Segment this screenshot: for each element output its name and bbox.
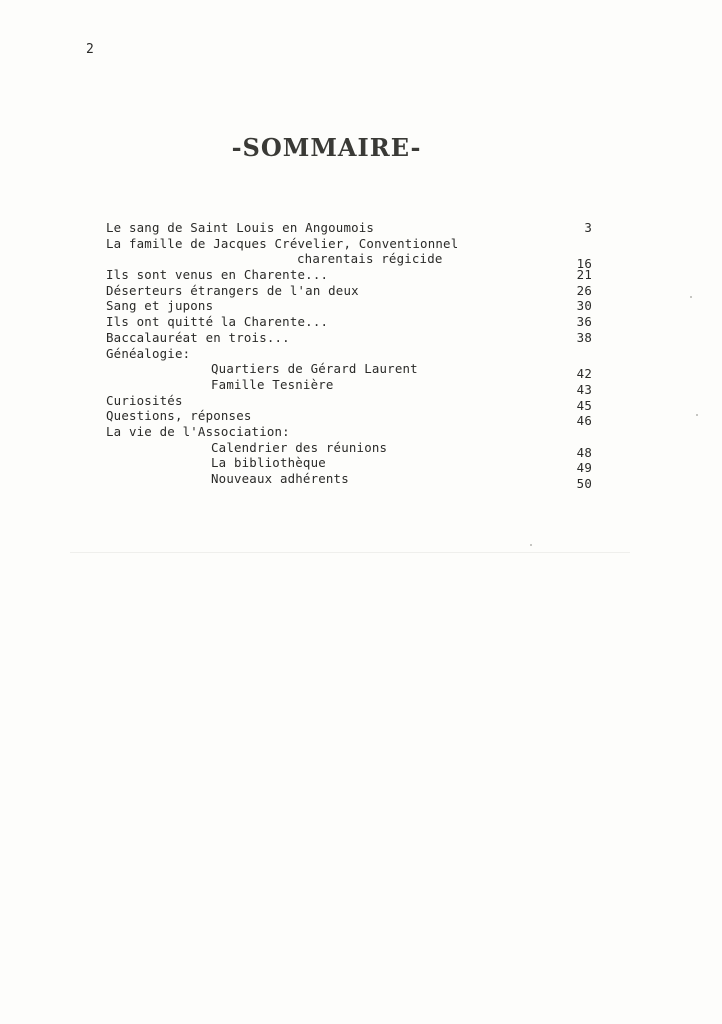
- toc-subentry: [106, 439, 596, 460]
- toc-entry-page: 36: [576, 314, 592, 330]
- toc-entry-title: Sang et jupons: [106, 298, 214, 314]
- toc-entry-title: Famille Tesnière: [211, 376, 334, 392]
- toc-entry: [106, 220, 596, 236]
- toc-entry-page: 45: [576, 397, 592, 413]
- toc-entry-title: Questions, réponses: [106, 408, 252, 424]
- toc-subentry: [106, 471, 596, 491]
- toc-entry-title: Ils ont quitté la Charente...: [106, 314, 329, 330]
- toc-subentry: [106, 376, 596, 397]
- toc-entry-page: 3: [584, 220, 592, 235]
- toc-entry-title: Quartiers de Gérard Laurent: [211, 361, 418, 377]
- toc-entry-title: Curiosités: [106, 392, 183, 408]
- toc-entry-title: Calendrier des réunions: [211, 439, 388, 455]
- toc-entry: [106, 283, 596, 299]
- toc-entry: [106, 392, 596, 413]
- toc-entry-page: 48: [576, 444, 592, 460]
- toc-entry-title: La bibliothèque: [211, 455, 326, 471]
- page-number: 2: [86, 42, 94, 57]
- toc-entry-page: 26: [576, 282, 592, 298]
- scan-speck: [696, 414, 698, 416]
- toc-entry-page: 38: [576, 329, 592, 345]
- toc-subentry: [106, 361, 596, 382]
- toc-section-heading: [106, 346, 596, 362]
- toc-entry: [106, 298, 596, 314]
- toc-entry-page: 50: [576, 476, 592, 491]
- toc-entry-title: Le sang de Saint Louis en Angoumois: [106, 220, 375, 235]
- toc-entry: [106, 408, 596, 429]
- toc-subentry: [106, 455, 596, 476]
- toc-entry-title: Ils sont venus en Charente...: [106, 267, 329, 283]
- toc-entry-title: Généalogie:: [106, 345, 191, 361]
- toc-entry: [106, 251, 596, 272]
- toc-entry-title: charentais régicide: [297, 251, 443, 267]
- toc-entry: [106, 267, 596, 283]
- scan-artifact-line: [70, 552, 630, 553]
- scan-speck: [530, 544, 532, 546]
- toc-entry-page: 43: [576, 381, 592, 397]
- toc-section-heading: [106, 424, 596, 440]
- toc-entry-page: 16: [576, 256, 592, 272]
- toc-entry-page: 46: [576, 413, 592, 429]
- toc-entry: [106, 236, 596, 252]
- toc-entry-title: Déserteurs étrangers de l'an deux: [106, 282, 359, 298]
- toc-entry-title: Nouveaux adhérents: [211, 471, 349, 486]
- toc-entry-page: 42: [576, 366, 592, 382]
- toc-entry-page: 30: [576, 298, 592, 314]
- toc-entry-title: La famille de Jacques Crévelier, Conventionnel: [106, 235, 459, 251]
- toc-entry: [106, 330, 596, 346]
- toc-entry-page: 21: [576, 267, 592, 283]
- page-title: -SOMMAIRE-: [231, 133, 422, 162]
- toc-entry-page: 49: [576, 460, 592, 476]
- scan-speck: [690, 296, 692, 298]
- toc-entry-title: Baccalauréat en trois...: [106, 329, 290, 345]
- table-of-contents: [106, 220, 596, 491]
- toc-entry: [106, 314, 596, 330]
- toc-entry-title: La vie de l'Association:: [106, 423, 290, 439]
